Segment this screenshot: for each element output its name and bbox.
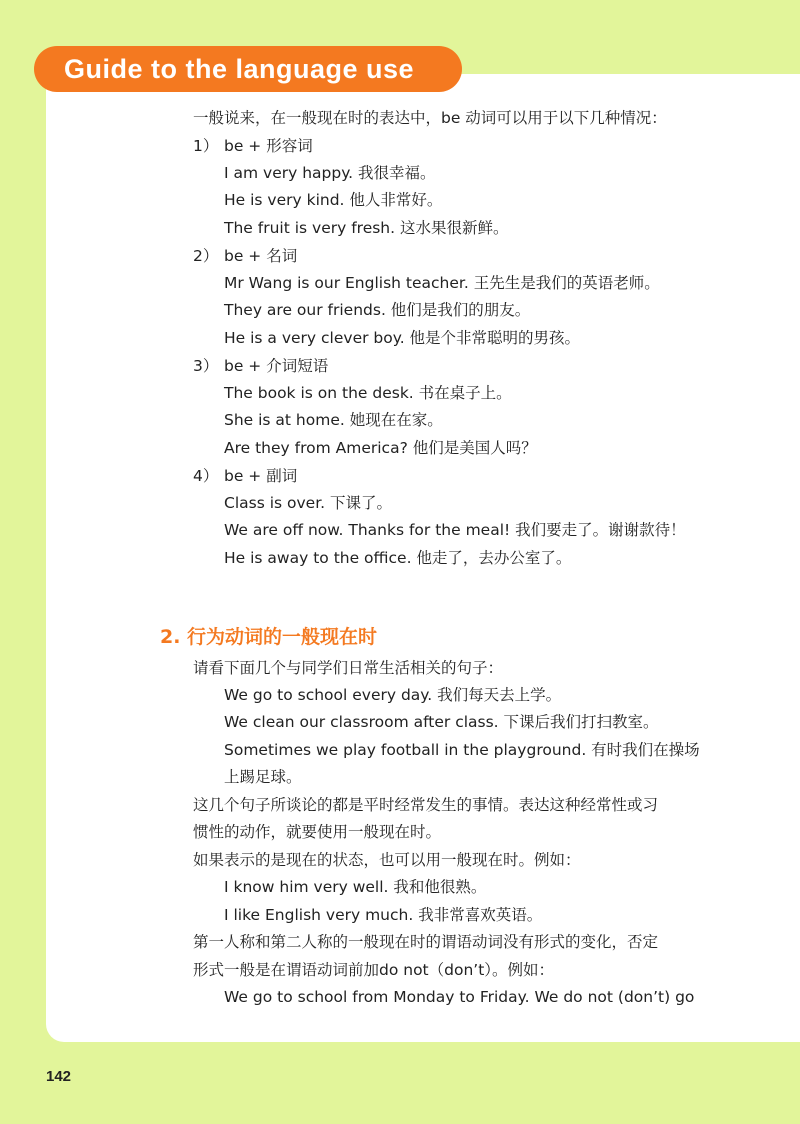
case-number: 4） [193, 467, 219, 485]
example-sentence: I like English very much. 我非常喜欢英语。 [224, 906, 543, 924]
example-sentence: Are they from America? 他们是美国人吗？ [224, 439, 537, 457]
example-sentence: The fruit is very fresh. 这水果很新鲜。 [224, 219, 509, 237]
paragraph-line: 形式一般是在谓语动词前加do not（don’t）。例如： [193, 961, 555, 979]
example-sentence: I know him very well. 我和他很熟。 [224, 878, 487, 896]
paragraph-line: 请看下面几个与同学们日常生活相关的句子： [193, 659, 504, 677]
example-sentence: He is a very clever boy. 他是个非常聪明的男孩。 [224, 329, 581, 347]
case-label: be + 介词短语 [224, 357, 329, 375]
example-sentence: I am very happy. 我很幸福。 [224, 164, 436, 182]
example-sentence: Mr Wang is our English teacher. 王先生是我们的英语老师。 [224, 274, 660, 292]
example-sentence: They are our friends. 他们是我们的朋友。 [224, 301, 531, 319]
paragraph-line: 这几个句子所谈论的都是平时经常发生的事情。表达这种经常性或习 [193, 796, 659, 814]
example-sentence: The book is on the desk. 书在桌子上。 [224, 384, 512, 402]
example-sentence: We clean our classroom after class. 下课后我们打扫教室。 [224, 713, 659, 731]
example-sentence: She is at home. 她现在在家。 [224, 411, 443, 429]
case-number: 2） [193, 247, 219, 265]
case-label: be + 名词 [224, 247, 298, 265]
paragraph-line: 惯性的动作，就要使用一般现在时。 [193, 823, 442, 841]
example-sentence: Class is over. 下课了。 [224, 494, 393, 512]
paragraph-line: 第一人称和第二人称的一般现在时的谓语动词没有形式的变化，否定 [193, 933, 659, 951]
example-sentence: We are off now. Thanks for the meal! 我们要走了。谢谢款待！ [224, 521, 686, 539]
section-banner: Guide to the language use [34, 46, 462, 92]
case-label: be + 副词 [224, 467, 298, 485]
section-heading: 2. 行为动词的一般现在时 [160, 626, 378, 648]
intro-text: 一般说来，在一般现在时的表达中，be 动词可以用于以下几种情况： [193, 109, 667, 127]
case-number: 1） [193, 137, 219, 155]
example-sentence: He is very kind. 他人非常好。 [224, 191, 443, 209]
paragraph-line: 如果表示的是现在的状态，也可以用一般现在时。例如： [193, 851, 581, 869]
page-number: 142 [46, 1068, 72, 1085]
case-number: 3） [193, 357, 219, 375]
example-sentence: He is away to the office. 他走了，去办公室了。 [224, 549, 572, 567]
example-sentence: We go to school from Monday to Friday. We do not (don’t) go [224, 988, 695, 1006]
example-sentence: We go to school every day. 我们每天去上学。 [224, 686, 562, 704]
example-sentence: 上踢足球。 [224, 768, 302, 786]
case-label: be + 形容词 [224, 137, 313, 155]
example-sentence: Sometimes we play football in the playground. 有时我们在操场 [224, 741, 700, 759]
